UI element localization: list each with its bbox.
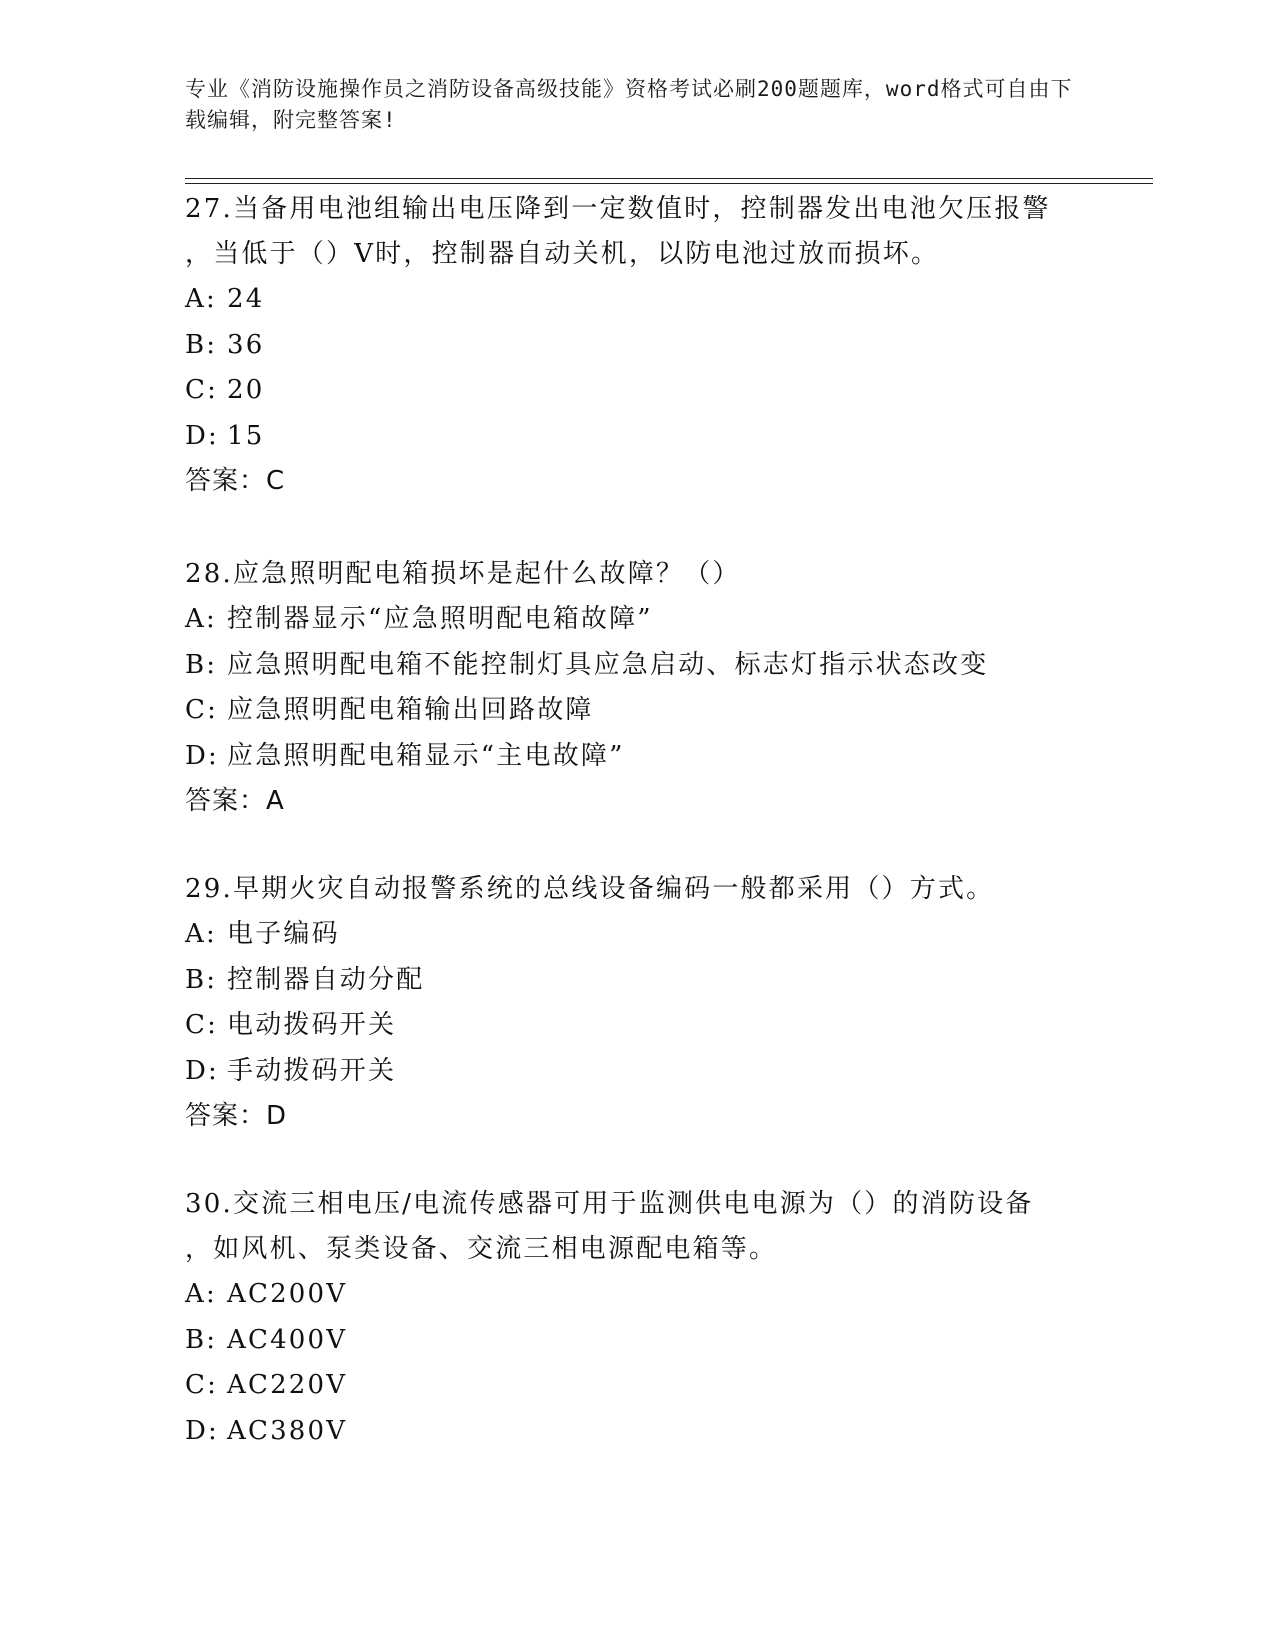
option-a [185, 1272, 1085, 1318]
option-letter: B: [185, 649, 218, 680]
question-stem-line: 30.交流三相电压/电流传感器可用于监测供电电源为（）的消防设备 [185, 1189, 1034, 1219]
option-letter: A: [185, 604, 217, 634]
option-text: 应急照明配电箱不能控制灯具应急启动、标志灯指示状态改变 [227, 649, 989, 680]
question-stem-line: 29.早期火灾自动报警系统的总线设备编码一般都采用（）方式。 [185, 874, 995, 904]
question-28 [185, 552, 1085, 823]
option-letter: A: [185, 284, 217, 314]
option-letter: C: [185, 1370, 219, 1400]
option-letter: B: [185, 1324, 218, 1355]
option-text: 应急照明配电箱显示“主电故障” [227, 740, 625, 771]
answer-label: 答案：A [185, 786, 285, 816]
option-letter: C: [185, 1010, 219, 1040]
option-text: 15 [227, 420, 265, 451]
option-text: AC220V [227, 1370, 348, 1400]
question-27 [185, 187, 1085, 503]
answer-label: 答案：D [185, 1101, 288, 1131]
question-stem-line: 28.应急照明配电箱损坏是起什么故障？（） [185, 559, 741, 589]
option-text: AC380V [227, 1415, 348, 1446]
option-letter: D: [185, 420, 220, 451]
option-text: 电子编码 [227, 919, 340, 949]
option-text: 控制器自动分配 [227, 964, 425, 995]
option-c [185, 1003, 1085, 1049]
option-d [185, 414, 1085, 460]
option-text: 应急照明配电箱输出回路故障 [227, 695, 594, 725]
option-b [185, 958, 1085, 1004]
option-d [185, 1409, 1085, 1455]
header-divider-bottom [185, 183, 1153, 184]
option-text: 电动拨码开关 [227, 1010, 397, 1040]
option-text: 36 [227, 329, 265, 360]
option-a [185, 597, 1085, 643]
option-a [185, 277, 1085, 323]
option-d [185, 734, 1085, 780]
question-stem-line: ，如风机、泵类设备、交流三相电源配电箱等。 [185, 1234, 778, 1264]
option-c [185, 368, 1085, 414]
option-letter: A: [185, 919, 217, 949]
option-b [185, 1318, 1085, 1364]
option-letter: D: [185, 1055, 220, 1086]
option-letter: D: [185, 740, 220, 771]
option-text: 20 [227, 375, 265, 405]
option-letter: B: [185, 964, 218, 995]
option-c [185, 1363, 1085, 1409]
option-letter: B: [185, 329, 218, 360]
document-header [185, 74, 1075, 136]
option-a [185, 912, 1085, 958]
option-b [185, 643, 1085, 689]
question-30 [185, 1182, 1085, 1454]
option-letter: D: [185, 1415, 220, 1446]
option-c [185, 688, 1085, 734]
question-stem-line: 27.当备用电池组输出电压降到一定数值时，控制器发出电池欠压报警 [185, 194, 1051, 224]
option-letter: C: [185, 695, 219, 725]
option-letter: C: [185, 375, 219, 405]
option-text: 手动拨码开关 [227, 1055, 397, 1086]
option-text: AC200V [227, 1279, 348, 1309]
question-stem-line: ，当低于（）V时，控制器自动关机，以防电池过放而损坏。 [185, 239, 940, 269]
option-text: AC400V [227, 1324, 348, 1355]
header-text: 专业《消防设施操作员之消防设备高级技能》资格考试必刷200题题库，word格式可自由下载编辑，附完整答案! [185, 77, 1073, 132]
option-text: 控制器显示“应急照明配电箱故障” [227, 604, 653, 634]
option-d [185, 1049, 1085, 1095]
answer-label: 答案：C [185, 466, 286, 496]
option-b [185, 323, 1085, 369]
option-text: 24 [227, 284, 265, 314]
question-29 [185, 867, 1085, 1138]
option-letter: A: [185, 1279, 217, 1309]
header-divider-top [185, 178, 1153, 179]
